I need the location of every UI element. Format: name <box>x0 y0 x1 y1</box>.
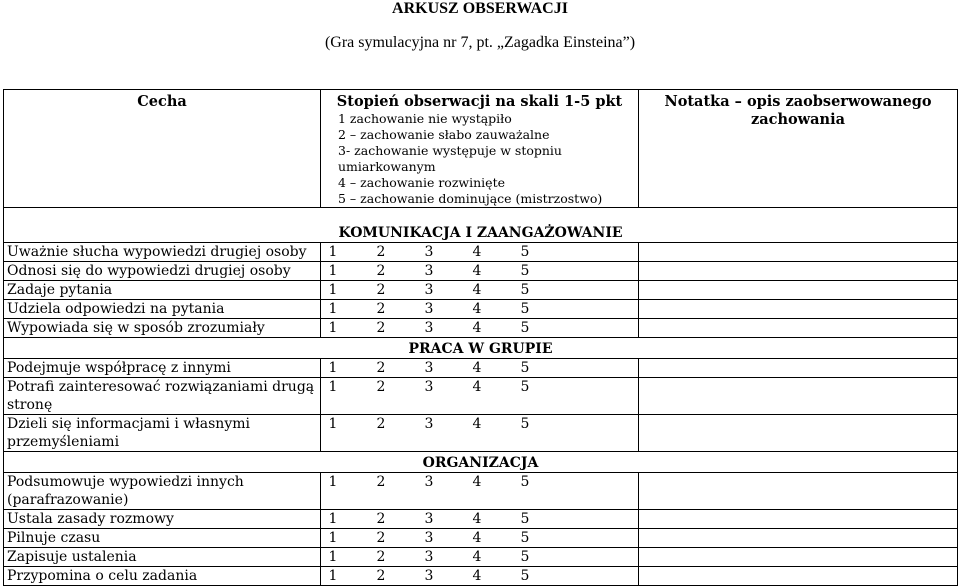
trait-label: Ustala zasady rozmowy <box>4 510 321 529</box>
rating-scale[interactable] <box>321 510 639 529</box>
table-row <box>4 473 958 510</box>
rating-option[interactable]: 4 <box>472 360 482 376</box>
column-header-notes: Notatka – opis zaobserwowanego zachowania <box>639 90 958 208</box>
rating-option[interactable]: 5 <box>520 282 530 298</box>
header-row <box>4 90 958 208</box>
rating-scale[interactable] <box>321 300 639 319</box>
rating-option[interactable]: 1 <box>328 301 338 317</box>
rating-option[interactable]: 1 <box>328 320 338 336</box>
section-title: PRACA W GRUPIE <box>4 338 958 359</box>
rating-option[interactable]: 4 <box>472 530 482 546</box>
trait-label: Potrafi zainteresować rozwiązaniami drugą stronę <box>4 378 321 415</box>
rating-option[interactable]: 4 <box>472 282 482 298</box>
rating-option[interactable]: 2 <box>376 282 386 298</box>
note-field[interactable] <box>639 529 958 548</box>
note-field[interactable] <box>639 548 958 567</box>
rating-option[interactable]: 2 <box>376 320 386 336</box>
table-row <box>4 529 958 548</box>
rating-option[interactable]: 2 <box>376 379 386 395</box>
rating-scale[interactable] <box>321 473 639 510</box>
table-row <box>4 548 958 567</box>
rating-option[interactable]: 4 <box>472 474 482 490</box>
rating-option[interactable]: 5 <box>520 320 530 336</box>
rating-option[interactable]: 3 <box>424 568 434 584</box>
section-row <box>4 208 958 243</box>
rating-option[interactable]: 5 <box>520 301 530 317</box>
rating-scale[interactable] <box>321 243 639 262</box>
trait-label: Pilnuje czasu <box>4 529 321 548</box>
note-field[interactable] <box>639 567 958 586</box>
table-row <box>4 378 958 415</box>
rating-option[interactable]: 3 <box>424 263 434 279</box>
column-header-scale <box>321 90 639 208</box>
trait-label: Udziela odpowiedzi na pytania <box>4 300 321 319</box>
table-row <box>4 243 958 262</box>
section-row <box>4 338 958 359</box>
scale-legend-item: 4 – zachowanie rozwinięte <box>338 175 505 190</box>
rating-option[interactable]: 1 <box>328 530 338 546</box>
rating-option[interactable]: 3 <box>424 301 434 317</box>
table-row <box>4 281 958 300</box>
rating-option[interactable]: 5 <box>520 511 530 527</box>
table-row <box>4 567 958 586</box>
rating-scale[interactable] <box>321 359 639 378</box>
rating-option[interactable]: 2 <box>376 568 386 584</box>
table-row <box>4 300 958 319</box>
rating-option[interactable]: 3 <box>424 379 434 395</box>
rating-scale[interactable] <box>321 529 639 548</box>
rating-option[interactable]: 2 <box>376 360 386 376</box>
rating-option[interactable]: 2 <box>376 474 386 490</box>
document-title: ARKUSZ OBSERWACJI <box>392 0 568 17</box>
rating-option[interactable]: 3 <box>424 530 434 546</box>
rating-option[interactable]: 5 <box>520 416 530 432</box>
table-row <box>4 262 958 281</box>
trait-label: Wypowiada się w sposób zrozumiały <box>4 319 321 338</box>
trait-label: Zadaje pytania <box>4 281 321 300</box>
document-subtitle: (Gra symulacyjna nr 7, pt. „Zagadka Einsteina”) <box>324 34 636 51</box>
rating-option[interactable]: 3 <box>424 511 434 527</box>
rating-option[interactable]: 2 <box>376 511 386 527</box>
note-field[interactable] <box>639 378 958 415</box>
rating-option[interactable]: 1 <box>328 549 338 565</box>
rating-scale[interactable] <box>321 378 639 415</box>
note-field[interactable] <box>639 415 958 452</box>
rating-option[interactable]: 3 <box>424 549 434 565</box>
rating-option[interactable]: 3 <box>424 360 434 376</box>
scale-legend-item: 2 – zachowanie słabo zauważalne <box>338 127 550 142</box>
rating-scale[interactable] <box>321 548 639 567</box>
scale-legend-item: 3- zachowanie występuje w stopniu umiarkowanym <box>338 143 562 174</box>
rating-option[interactable]: 3 <box>424 282 434 298</box>
rating-scale[interactable] <box>321 262 639 281</box>
note-field[interactable] <box>639 243 958 262</box>
rating-option[interactable]: 4 <box>472 301 482 317</box>
rating-option[interactable]: 2 <box>376 301 386 317</box>
note-field[interactable] <box>639 262 958 281</box>
trait-label: Odnosi się do wypowiedzi drugiej osoby <box>4 262 321 281</box>
rating-option[interactable]: 3 <box>424 416 434 432</box>
rating-option[interactable]: 2 <box>376 244 386 260</box>
section-title: KOMUNIKACJA I ZAANGAŻOWANIE <box>4 208 958 243</box>
rating-option[interactable]: 3 <box>424 474 434 490</box>
rating-option[interactable]: 4 <box>472 320 482 336</box>
note-field[interactable] <box>639 510 958 529</box>
rating-option[interactable]: 5 <box>520 549 530 565</box>
trait-label: Zapisuje ustalenia <box>4 548 321 567</box>
note-field[interactable] <box>639 359 958 378</box>
scale-legend <box>324 111 635 207</box>
rating-option[interactable]: 1 <box>328 416 338 432</box>
note-field[interactable] <box>639 319 958 338</box>
note-field[interactable] <box>639 281 958 300</box>
trait-label: Podsumowuje wypowiedzi innych (parafrazowanie) <box>4 473 321 510</box>
section-title: ORGANIZACJA <box>4 452 958 473</box>
table-row <box>4 415 958 452</box>
scale-title: Stopień obserwacji na skali 1-5 pkt <box>336 93 623 110</box>
rating-option[interactable]: 5 <box>520 474 530 490</box>
rating-option[interactable]: 4 <box>472 549 482 565</box>
rating-option[interactable]: 1 <box>328 511 338 527</box>
rating-option[interactable]: 4 <box>472 511 482 527</box>
section-row <box>4 452 958 473</box>
table-row <box>4 359 958 378</box>
rating-option[interactable]: 4 <box>472 263 482 279</box>
rating-option[interactable]: 5 <box>520 360 530 376</box>
rating-option[interactable]: 1 <box>328 379 338 395</box>
rating-option[interactable]: 1 <box>328 360 338 376</box>
rating-option[interactable]: 5 <box>520 568 530 584</box>
rating-option[interactable]: 1 <box>328 568 338 584</box>
table-row <box>4 319 958 338</box>
rating-option[interactable]: 3 <box>424 320 434 336</box>
observation-table <box>3 89 958 586</box>
rating-option[interactable]: 2 <box>376 416 386 432</box>
rating-scale[interactable] <box>321 567 639 586</box>
trait-label: Dzieli się informacjami i własnymi przemyśleniami <box>4 415 321 452</box>
column-header-trait: Cecha <box>4 90 321 208</box>
table-row <box>4 510 958 529</box>
rating-scale[interactable] <box>321 281 639 300</box>
rating-option[interactable]: 1 <box>328 474 338 490</box>
rating-option[interactable]: 4 <box>472 416 482 432</box>
scale-legend-item: 1 zachowanie nie wystąpiło <box>338 111 512 126</box>
trait-label: Podejmuje współpracę z innymi <box>4 359 321 378</box>
scale-legend-item: 5 – zachowanie dominujące (mistrzostwo) <box>338 191 603 206</box>
rating-option[interactable]: 4 <box>472 379 482 395</box>
rating-option[interactable]: 2 <box>376 549 386 565</box>
note-field[interactable] <box>639 300 958 319</box>
rating-option[interactable]: 5 <box>520 263 530 279</box>
rating-option[interactable]: 2 <box>376 263 386 279</box>
rating-option[interactable]: 2 <box>376 530 386 546</box>
rating-option[interactable]: 3 <box>424 244 434 260</box>
trait-label: Uważnie słucha wypowiedzi drugiej osoby <box>4 243 321 262</box>
rating-option[interactable]: 1 <box>328 244 338 260</box>
trait-label: Przypomina o celu zadania <box>4 567 321 586</box>
rating-scale[interactable] <box>321 415 639 452</box>
note-field[interactable] <box>639 473 958 510</box>
rating-option[interactable]: 1 <box>328 282 338 298</box>
rating-option[interactable]: 4 <box>472 244 482 260</box>
rating-option[interactable]: 4 <box>472 568 482 584</box>
rating-option[interactable]: 5 <box>520 530 530 546</box>
rating-option[interactable]: 1 <box>328 263 338 279</box>
rating-option[interactable]: 5 <box>520 379 530 395</box>
rating-option[interactable]: 5 <box>520 244 530 260</box>
rating-scale[interactable] <box>321 319 639 338</box>
